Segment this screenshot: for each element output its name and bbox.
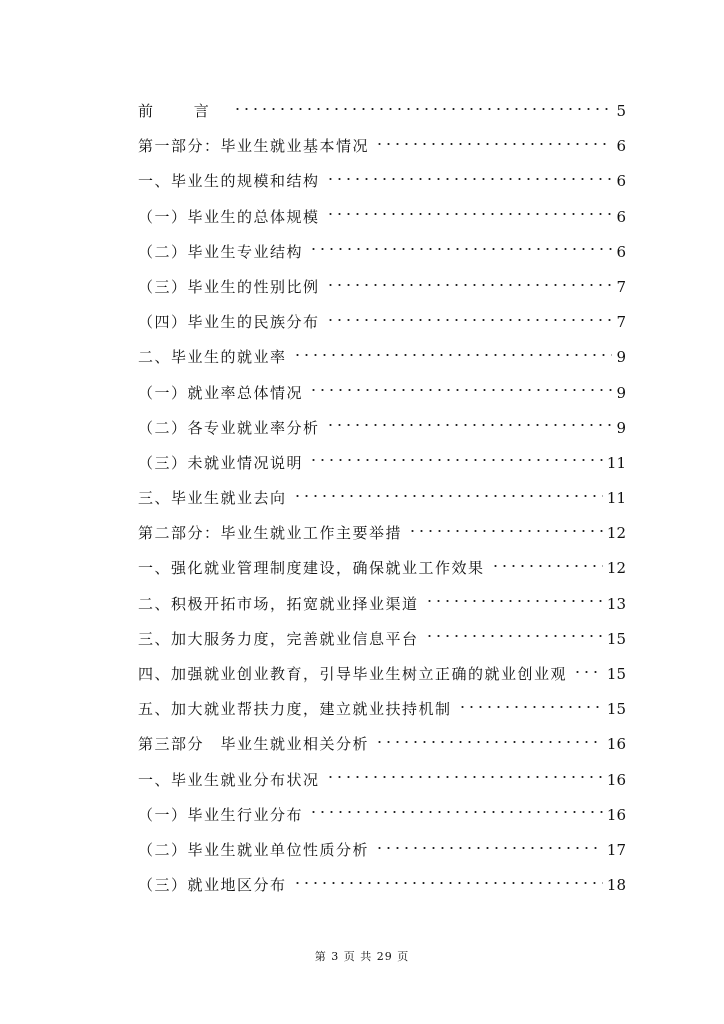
toc-entry-page: 6 <box>616 172 626 191</box>
table-of-contents <box>138 94 626 903</box>
toc-entry[interactable] <box>138 270 626 305</box>
toc-dot-leader <box>326 177 613 187</box>
toc-entry[interactable] <box>138 305 626 340</box>
toc-entry-page: 16 <box>606 735 626 754</box>
toc-entry-part-1[interactable] <box>138 129 626 164</box>
page-number-label: 第 3 页 共 29 页 <box>314 950 410 963</box>
toc-dot-leader <box>293 494 603 504</box>
toc-entry-title: （一）就业率总体情况 <box>138 383 304 402</box>
toc-dot-leader <box>375 846 603 856</box>
toc-entry-title: （三）就业地区分布 <box>138 876 287 895</box>
toc-entry-title: （一）毕业生行业分布 <box>138 805 304 824</box>
toc-entry-title: 一、毕业生的规模和结构 <box>138 172 320 191</box>
toc-entry[interactable] <box>138 446 626 481</box>
toc-entry-page: 9 <box>616 383 626 402</box>
toc-entry-page: 15 <box>606 700 626 719</box>
toc-entry-page: 9 <box>616 418 626 437</box>
toc-dot-leader <box>293 881 603 891</box>
toc-entry[interactable] <box>138 587 626 622</box>
toc-entry-page: 7 <box>616 277 626 296</box>
toc-entry-title: 三、毕业生就业去向 <box>138 489 287 508</box>
page-footer <box>0 948 724 964</box>
toc-dot-leader <box>233 107 613 117</box>
toc-entry-page: 17 <box>606 840 626 859</box>
toc-entry[interactable] <box>138 622 626 657</box>
toc-dot-leader <box>375 142 612 152</box>
toc-dot-leader <box>408 529 603 539</box>
toc-entry-title: （二）毕业生就业单位性质分析 <box>138 840 370 859</box>
toc-entry[interactable] <box>138 340 626 375</box>
toc-entry[interactable] <box>138 235 626 270</box>
toc-entry-page: 15 <box>606 629 626 648</box>
toc-dot-leader <box>326 283 613 293</box>
toc-entry-page: 6 <box>616 137 626 156</box>
toc-entry[interactable] <box>138 657 626 692</box>
toc-entry[interactable] <box>138 376 626 411</box>
toc-dot-leader <box>491 564 603 574</box>
toc-dot-leader <box>425 599 603 609</box>
toc-entry-title: 第二部分：毕业生就业工作主要举措 <box>138 524 403 543</box>
toc-entry[interactable] <box>138 200 626 235</box>
toc-entry-title: 二、积极开拓市场，拓宽就业择业渠道 <box>138 594 419 613</box>
toc-entry[interactable] <box>138 411 626 446</box>
toc-entry-title: 五、加大就业帮扶力度，建立就业扶持机制 <box>138 700 452 719</box>
toc-entry-title: （二）各专业就业率分析 <box>138 418 320 437</box>
toc-entry-page: 13 <box>606 594 626 613</box>
toc-entry-page: 7 <box>616 313 626 332</box>
toc-entry-title: 第一部分：毕业生就业基本情况 <box>138 137 370 156</box>
toc-entry-title: 第三部分 毕业生就业相关分析 <box>138 735 370 754</box>
toc-entry-title: （三）未就业情况说明 <box>138 453 304 472</box>
toc-entry-page: 5 <box>616 102 626 120</box>
toc-entry[interactable] <box>138 763 626 798</box>
toc-dot-leader <box>326 318 613 328</box>
toc-entry-page: 15 <box>606 665 626 683</box>
toc-entry[interactable] <box>138 481 626 516</box>
toc-entry-part-3[interactable] <box>138 727 626 762</box>
toc-entry-title: （三）毕业生的性别比例 <box>138 277 320 296</box>
toc-dot-leader <box>309 810 603 820</box>
toc-entry-page: 11 <box>606 453 626 472</box>
toc-entry-title: （四）毕业生的民族分布 <box>138 313 320 332</box>
toc-entry-title: 前 言 <box>138 102 227 120</box>
toc-entry[interactable] <box>138 833 626 868</box>
toc-dot-leader <box>326 212 613 222</box>
toc-dot-leader <box>326 775 603 785</box>
toc-entry-preface[interactable] <box>138 94 626 129</box>
toc-entry-part-2[interactable] <box>138 516 626 551</box>
toc-entry[interactable] <box>138 868 626 903</box>
toc-entry-page: 16 <box>606 805 626 824</box>
toc-dot-leader <box>573 670 603 680</box>
toc-dot-leader <box>293 353 613 363</box>
toc-entry-page: 18 <box>606 876 626 895</box>
toc-dot-leader <box>309 247 612 257</box>
toc-entry-page: 11 <box>606 489 626 508</box>
toc-entry-page: 9 <box>616 348 626 367</box>
toc-entry-title: 四、加强就业创业教育，引导毕业生树立正确的就业创业观 <box>138 665 568 683</box>
toc-dot-leader <box>326 423 613 433</box>
toc-entry-title: （二）毕业生专业结构 <box>138 242 304 261</box>
toc-entry-title: 二、毕业生的就业率 <box>138 348 287 367</box>
toc-entry[interactable] <box>138 551 626 586</box>
toc-entry-page: 12 <box>606 559 626 578</box>
toc-entry-title: 一、毕业生就业分布状况 <box>138 770 320 789</box>
toc-entry-page: 6 <box>616 207 626 226</box>
toc-dot-leader <box>309 458 603 468</box>
toc-entry[interactable] <box>138 164 626 199</box>
toc-entry-page: 12 <box>606 524 626 543</box>
toc-entry-title: 一、强化就业管理制度建设，确保就业工作效果 <box>138 559 485 578</box>
toc-entry[interactable] <box>138 798 626 833</box>
toc-entry-title: 三、加大服务力度，完善就业信息平台 <box>138 629 419 648</box>
toc-dot-leader <box>309 388 612 398</box>
toc-entry-page: 16 <box>606 770 626 789</box>
toc-entry[interactable] <box>138 692 626 727</box>
toc-dot-leader <box>375 740 603 750</box>
toc-entry-title: （一）毕业生的总体规模 <box>138 207 320 226</box>
toc-entry-page: 6 <box>616 242 626 261</box>
toc-dot-leader <box>458 705 603 715</box>
toc-dot-leader <box>425 634 603 644</box>
